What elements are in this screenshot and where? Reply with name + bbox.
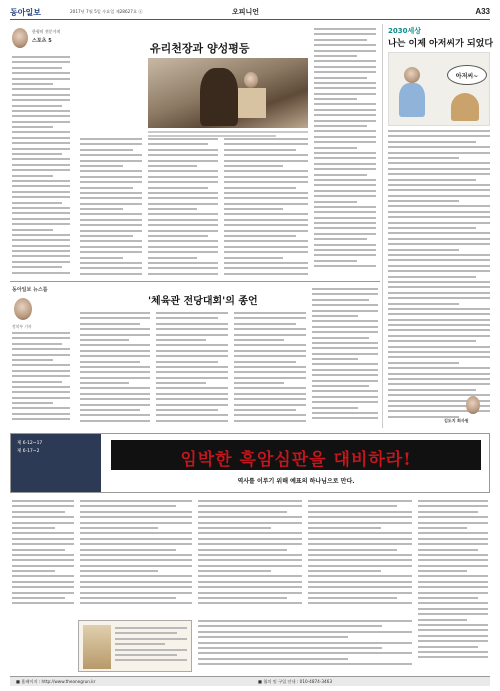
mid-text-col-2 [156,312,228,428]
ad-text-col-3 [198,500,302,612]
main-text-col-1 [80,138,142,278]
column-divider [382,24,383,428]
person-face [244,72,258,88]
ad-bottom-text [198,620,412,670]
main-headline: 유리천장과 양성평등 [150,42,250,55]
section-divider [10,281,380,282]
mid-text-col-3 [234,312,306,428]
ad-subhead: 역사를 이루기 위해 예표의 하나님으로 만다. [237,478,355,485]
main-text-col-4 [314,28,376,278]
columnist-name: 스포츠 5 [32,38,52,44]
ad-footer [10,676,490,686]
right-byline: 김도지 회사원 [444,418,469,423]
ad-text-col-4 [308,500,412,612]
ad-tag-1: 제 6·12~17 [17,441,43,446]
person-blue [399,83,425,117]
reporter-photo [14,298,32,320]
mid-left-text [12,332,70,428]
footer-contact: ■ 협의 및 구입 안내 : 010-4874-3463 [258,679,332,684]
book-cover [83,625,111,669]
illustration [388,52,490,126]
ad-headline: 임박한 흑암심판을 대비하라! [180,450,412,470]
series-tag: 2030세상 [388,27,422,35]
page-header [10,6,490,20]
mid-text-col-1 [80,312,150,428]
ad-left-panel [11,434,101,492]
mid-section-label: 동아일보 뉴스룸 [12,287,48,293]
ad-text-col-2 [80,500,192,612]
mid-text-col-4 [312,288,378,428]
ad-banner[interactable] [10,433,490,493]
columnist-label: 한형미 전문가치 [32,29,61,34]
book-promo-text [115,627,187,667]
ad-tags [17,440,42,456]
writer-photo [466,396,480,414]
photo-caption [148,131,308,137]
right-headline: 나는 이제 아저씨가 되었다 [388,39,494,49]
left-column-text [12,56,70,278]
issue-date: 2017년 7월 5일 수요일 제28627호 ⓐ [70,9,143,14]
person-body [238,88,266,118]
page-number: A33 [475,7,490,16]
columnist-photo [12,28,28,48]
person-brown [451,93,479,121]
newspaper-logo: 동아일보 [10,7,41,17]
person-blue-head [404,67,420,83]
book-promo[interactable] [78,620,192,672]
ad-text-col-1 [12,500,74,612]
mid-headline: '체육관 전당대회'의 종언 [148,296,258,307]
main-text-col-2 [148,138,218,278]
section-title: 오피니언 [232,7,260,16]
right-column-text [388,130,490,426]
main-article-photo [148,58,308,128]
reporter-title: 정치부 기자 [12,324,32,329]
ad-text-col-5 [418,500,488,670]
ad-headline-banner [111,440,481,470]
main-text-col-3 [224,138,308,278]
footer-homepage[interactable]: ■ 홈페이지 : http://www.theonegrun.kr [16,679,96,684]
ad-tag-2: 제 6·17~2 [17,449,40,454]
speech-bubble: 아저씨~ [447,65,487,85]
horse-shape [200,68,238,126]
